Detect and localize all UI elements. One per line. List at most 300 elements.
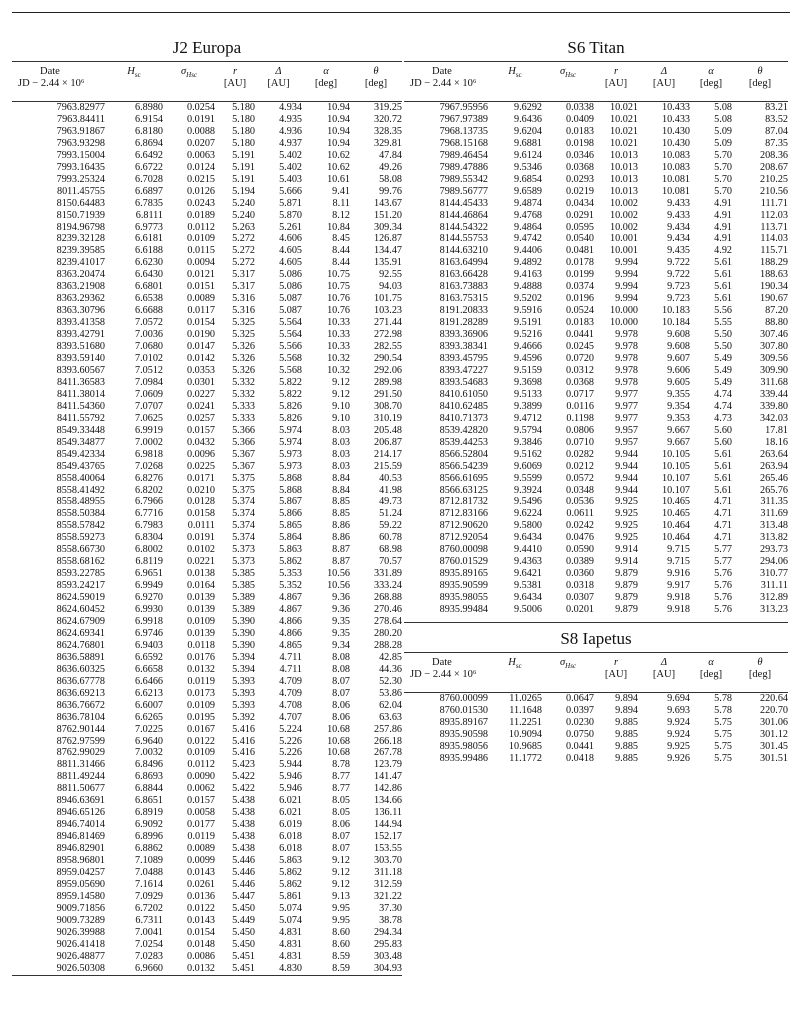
table-row (12, 353, 402, 365)
cell-sigma: 0.0138 (186, 568, 215, 580)
cell-alpha: 4.71 (714, 496, 732, 508)
col-date-header (12, 62, 105, 98)
cell-alpha: 10.84 (327, 221, 350, 233)
cell-r: 9.978 (615, 329, 638, 341)
cell-hsc: 6.9918 (134, 615, 163, 627)
cell-date: 8566.61695 (439, 472, 488, 484)
cell-theta: 143.67 (373, 197, 402, 209)
cell-hsc: 6.8496 (134, 759, 163, 771)
cell-sigma: 0.0109 (186, 699, 215, 711)
cell-r: 5.446 (232, 855, 255, 867)
header-row (404, 62, 788, 98)
cell-alpha: 5.70 (714, 185, 732, 197)
cell-theta: 220.70 (759, 704, 788, 716)
cell-delta: 4.707 (279, 711, 302, 723)
col-hsc-header (105, 62, 163, 98)
col-date-header (404, 62, 488, 98)
cell-delta: 5.863 (279, 855, 302, 867)
cell-r: 10.002 (609, 221, 638, 233)
cell-r: 9.885 (615, 740, 638, 752)
cell-r: 5.366 (232, 436, 255, 448)
cell-sigma: 0.0122 (186, 902, 215, 914)
cell-alpha: 10.62 (327, 149, 350, 161)
table-row (404, 281, 788, 293)
cell-hsc: 6.9930 (134, 604, 163, 616)
cell-sigma: 0.0318 (565, 580, 594, 592)
cell-sigma: 0.0434 (565, 197, 594, 209)
cell-theta: 205.48 (373, 424, 402, 436)
cell-hsc: 6.6722 (134, 161, 163, 173)
table-row (12, 508, 402, 520)
cell-theta: 263.64 (759, 448, 788, 460)
cell-r: 5.438 (232, 831, 255, 843)
cell-alpha: 10.94 (327, 137, 350, 149)
table-row (12, 317, 402, 329)
cell-delta: 5.261 (279, 221, 302, 233)
cell-date: 8163.64994 (439, 257, 488, 269)
cell-hsc: 6.9270 (134, 592, 163, 604)
cell-sigma: 0.0157 (186, 424, 215, 436)
cell-delta: 9.723 (667, 293, 690, 305)
cell-date: 8144.46864 (439, 209, 488, 221)
cell-delta: 9.715 (667, 556, 690, 568)
cell-r: 5.450 (232, 902, 255, 914)
cell-delta: 5.822 (279, 376, 302, 388)
col-r-header (594, 62, 638, 98)
cell-theta: 257.86 (373, 723, 402, 735)
cell-hsc: 9.5216 (513, 329, 542, 341)
table-row (12, 138, 402, 150)
cell-sigma: 0.0143 (186, 914, 215, 926)
cell-r: 5.450 (232, 926, 255, 938)
cell-alpha: 5.75 (714, 752, 732, 764)
cell-r: 5.326 (232, 353, 255, 365)
cell-theta: 320.72 (373, 113, 402, 125)
table-row (12, 855, 402, 867)
table-row (12, 401, 402, 413)
col-alpha-header-unit: [deg] (699, 669, 723, 680)
cell-r: 5.416 (232, 735, 255, 747)
cell-date: 9026.39988 (56, 926, 105, 938)
cell-delta: 9.353 (667, 412, 690, 424)
europa-table (12, 38, 402, 976)
cell-theta: 312.89 (759, 592, 788, 604)
cell-sigma: 0.0191 (186, 113, 215, 125)
cell-alpha: 8.44 (332, 257, 350, 269)
cell-date: 8946.82901 (56, 843, 105, 855)
cell-date: 8935.90599 (439, 580, 488, 592)
cell-hsc: 7.0225 (134, 723, 163, 735)
cell-delta: 4.865 (279, 639, 302, 651)
table-row (12, 425, 402, 437)
cell-theta: 309.90 (759, 364, 788, 376)
table-row (12, 245, 402, 257)
cell-delta: 4.831 (279, 938, 302, 950)
cell-r: 5.451 (232, 962, 255, 974)
cell-alpha: 10.61 (327, 173, 350, 185)
table-row (404, 198, 788, 210)
cell-theta: 68.98 (379, 544, 402, 556)
cell-theta: 188.63 (759, 269, 788, 281)
cell-r: 5.272 (232, 233, 255, 245)
cell-delta: 5.822 (279, 388, 302, 400)
table-row (12, 592, 402, 604)
table-row (12, 341, 402, 353)
cell-r: 5.325 (232, 329, 255, 341)
cell-alpha: 10.94 (327, 102, 350, 113)
cell-delta: 5.868 (279, 484, 302, 496)
cell-theta: 271.44 (373, 317, 402, 329)
cell-theta: 17.81 (765, 424, 788, 436)
cell-sigma: 0.0207 (186, 137, 215, 149)
jd-label: JD − 2.44 × 10⁶ (410, 78, 477, 89)
cell-delta: 5.666 (279, 185, 302, 197)
cell-delta: 5.568 (279, 353, 302, 365)
col-r-header-unit: [AU] (223, 78, 247, 89)
cell-delta: 9.434 (667, 233, 690, 245)
table-row (404, 473, 788, 485)
cell-delta: 4.605 (279, 257, 302, 269)
cell-alpha: 8.77 (332, 783, 350, 795)
cell-alpha: 5.61 (714, 448, 732, 460)
cell-delta: 5.226 (279, 747, 302, 759)
cell-date: 8393.60567 (56, 364, 105, 376)
cell-delta: 5.402 (279, 149, 302, 161)
cell-hsc: 10.9685 (508, 740, 542, 752)
cell-alpha: 9.10 (332, 400, 350, 412)
cell-hsc: 9.6292 (513, 102, 542, 113)
cell-r: 10.021 (609, 137, 638, 149)
cell-r: 5.316 (232, 293, 255, 305)
cell-hsc: 9.3698 (513, 376, 542, 388)
cell-delta: 10.083 (661, 149, 690, 161)
cell-r: 9.978 (615, 364, 638, 376)
cell-sigma: 0.0198 (565, 137, 594, 149)
cell-delta: 10.183 (661, 305, 690, 317)
table-row (12, 210, 402, 222)
cell-delta: 6.018 (279, 831, 302, 843)
cell-hsc: 7.0102 (134, 353, 163, 365)
table-row (12, 676, 402, 688)
cell-date: 8150.64483 (56, 197, 105, 209)
cell-theta: 329.81 (373, 137, 402, 149)
cell-hsc: 6.6230 (134, 257, 163, 269)
table-row (12, 783, 402, 795)
cell-delta: 5.867 (279, 496, 302, 508)
cell-date: 8935.90598 (439, 728, 488, 740)
cell-delta: 9.722 (667, 269, 690, 281)
cell-hsc: 6.8180 (134, 125, 163, 137)
cell-sigma: 0.0199 (565, 269, 594, 281)
col-alpha-header-symbol: α (708, 657, 714, 668)
cell-theta: 152.17 (373, 831, 402, 843)
cell-sigma: 0.0121 (186, 269, 215, 281)
cell-sigma: 0.0136 (186, 890, 215, 902)
cell-alpha: 8.03 (332, 424, 350, 436)
cell-delta: 5.973 (279, 460, 302, 472)
table-top-rule (12, 12, 790, 13)
cell-delta: 9.434 (667, 221, 690, 233)
cell-hsc: 6.8119 (135, 556, 163, 568)
cell-theta: 288.28 (373, 639, 402, 651)
cell-sigma: 0.0254 (186, 102, 215, 113)
cell-theta: 301.12 (759, 728, 788, 740)
cell-sigma: 0.0348 (565, 484, 594, 496)
col-r-header-unit: [AU] (604, 78, 628, 89)
cell-theta: 58.08 (379, 173, 402, 185)
cell-hsc: 9.4363 (513, 556, 542, 568)
cell-r: 5.317 (232, 269, 255, 281)
cell-delta: 5.086 (279, 269, 302, 281)
cell-sigma: 0.0476 (565, 532, 594, 544)
cell-alpha: 9.12 (332, 855, 350, 867)
cell-theta: 272.98 (373, 329, 402, 341)
cell-r: 5.392 (232, 711, 255, 723)
table-row (12, 771, 402, 783)
europa-title: J2 Europa (172, 38, 242, 57)
cell-hsc: 6.6265 (134, 711, 163, 723)
cell-delta: 5.865 (279, 520, 302, 532)
table-row (12, 532, 402, 544)
cell-r: 10.013 (609, 185, 638, 197)
cell-alpha: 8.84 (332, 472, 350, 484)
cell-delta: 5.074 (279, 914, 302, 926)
cell-r: 9.925 (615, 520, 638, 532)
table-row (404, 233, 788, 245)
cell-sigma: 0.0196 (565, 293, 594, 305)
cell-theta: 310.77 (759, 568, 788, 580)
cell-hsc: 9.3924 (513, 484, 542, 496)
cell-date: 8558.66730 (56, 544, 105, 556)
table-row (12, 951, 402, 963)
cell-date: 7963.84411 (56, 113, 105, 125)
cell-alpha: 9.10 (332, 412, 350, 424)
cell-date: 8624.69341 (56, 627, 105, 639)
cell-date: 8946.74014 (56, 819, 105, 831)
cell-alpha: 5.61 (714, 472, 732, 484)
cell-r: 5.423 (232, 759, 255, 771)
cell-alpha: 8.07 (332, 831, 350, 843)
cell-date: 8811.49244 (56, 771, 105, 783)
table-row (12, 688, 402, 700)
cell-date: 8393.54683 (439, 376, 488, 388)
cell-delta: 9.355 (667, 388, 690, 400)
cell-theta: 215.59 (373, 460, 402, 472)
cell-date: 8935.98056 (439, 740, 488, 752)
table-row (404, 174, 788, 186)
table-row (404, 717, 788, 729)
cell-delta: 5.974 (279, 424, 302, 436)
cell-hsc: 9.6434 (513, 532, 542, 544)
cell-r: 5.422 (232, 771, 255, 783)
table-row (12, 269, 402, 281)
cell-r: 5.390 (232, 627, 255, 639)
cell-hsc: 6.7835 (134, 197, 163, 209)
cell-alpha: 4.92 (714, 245, 732, 257)
cell-sigma: 0.0116 (566, 400, 594, 412)
cell-date: 8636.69213 (56, 687, 105, 699)
cell-theta: 115.71 (760, 245, 788, 257)
cell-r: 5.366 (232, 424, 255, 436)
cell-date: 8636.76672 (56, 699, 105, 711)
cell-alpha: 5.70 (714, 161, 732, 173)
cell-hsc: 7.0041 (134, 926, 163, 938)
cell-delta: 6.019 (279, 819, 302, 831)
cell-sigma: 0.0102 (186, 544, 215, 556)
cell-r: 10.000 (609, 305, 638, 317)
cell-r: 9.944 (615, 484, 638, 496)
cell-theta: 311.69 (760, 508, 788, 520)
cell-delta: 9.924 (667, 716, 690, 728)
cell-hsc: 9.5202 (513, 293, 542, 305)
table-row (12, 712, 402, 724)
cell-delta: 5.973 (279, 448, 302, 460)
cell-alpha: 5.49 (714, 353, 732, 365)
cell-r: 5.389 (232, 592, 255, 604)
col-delta-header-symbol: Δ (660, 66, 668, 77)
table-row (12, 867, 402, 879)
cell-theta: 101.75 (373, 293, 402, 305)
col-theta-header-unit: [deg] (748, 78, 772, 89)
cell-r: 9.978 (615, 376, 638, 388)
table-row (12, 233, 402, 245)
cell-date: 8144.63210 (439, 245, 488, 257)
cell-hsc: 6.8651 (134, 795, 163, 807)
cell-sigma: 0.0346 (565, 149, 594, 161)
hsc-subscript: sc (515, 662, 522, 671)
cell-sigma: 0.0647 (565, 693, 594, 704)
cell-hsc: 7.0488 (134, 867, 163, 878)
cell-date: 8239.39585 (56, 245, 105, 257)
cell-theta: 263.94 (759, 460, 788, 472)
cell-hsc: 6.7311 (135, 914, 163, 926)
cell-date: 7967.95956 (439, 102, 488, 113)
cell-delta: 5.862 (279, 878, 302, 890)
cell-hsc: 6.9773 (134, 221, 163, 233)
cell-alpha: 10.75 (327, 281, 350, 293)
cell-theta: 210.56 (759, 185, 788, 197)
cell-theta: 265.46 (759, 472, 788, 484)
cell-alpha: 9.12 (332, 388, 350, 400)
table-row (404, 365, 788, 377)
table-row (12, 831, 402, 843)
cell-date: 8935.89165 (439, 568, 488, 580)
cell-theta: 99.76 (379, 185, 402, 197)
cell-date: 8194.96798 (56, 221, 105, 233)
cell-date: 8011.45755 (56, 185, 105, 197)
cell-r: 5.438 (232, 807, 255, 819)
cell-delta: 4.935 (279, 113, 302, 125)
table-row (404, 556, 788, 568)
cell-theta: 321.22 (373, 890, 402, 902)
cell-sigma: 0.0089 (186, 843, 215, 855)
cell-alpha: 5.50 (714, 341, 732, 353)
cell-r: 5.390 (232, 615, 255, 627)
cell-alpha: 9.35 (332, 615, 350, 627)
cell-date: 8558.41492 (56, 484, 105, 496)
cell-date: 8393.51680 (56, 341, 105, 353)
cell-delta: 5.870 (279, 209, 302, 221)
cell-sigma: 0.0117 (187, 305, 215, 317)
cell-alpha: 4.91 (714, 221, 732, 233)
table-row (404, 222, 788, 234)
col-theta-header-symbol: θ (757, 657, 763, 668)
cell-delta: 10.430 (661, 125, 690, 137)
table-row (404, 753, 788, 765)
cell-delta: 4.830 (279, 962, 302, 974)
cell-alpha: 8.12 (332, 209, 350, 221)
cell-sigma: 0.0191 (186, 532, 215, 544)
cell-sigma: 0.0806 (565, 424, 594, 436)
cell-theta: 294.34 (373, 926, 402, 938)
cell-r: 5.374 (232, 532, 255, 544)
cell-alpha: 10.68 (327, 747, 350, 759)
cell-sigma: 0.0195 (186, 711, 215, 723)
cell-sigma: 0.0132 (186, 663, 215, 675)
col-delta-header-unit: [AU] (652, 669, 676, 680)
cell-hsc: 10.9094 (508, 728, 542, 740)
cell-theta: 123.79 (373, 759, 402, 771)
cell-theta: 311.35 (760, 496, 788, 508)
cell-theta: 135.91 (373, 257, 402, 269)
cell-theta: 63.63 (379, 711, 402, 723)
hsc-subscript: sc (134, 71, 141, 80)
cell-sigma: 0.0151 (186, 281, 215, 293)
cell-sigma: 0.0595 (565, 221, 594, 233)
cell-date: 8712.90620 (439, 520, 488, 532)
cell-date: 8558.40064 (56, 472, 105, 484)
cell-hsc: 6.6658 (134, 663, 163, 675)
table-row (12, 604, 402, 616)
cell-alpha: 8.06 (332, 699, 350, 711)
cell-theta: 112.03 (760, 209, 788, 221)
cell-sigma: 0.0090 (186, 771, 215, 783)
cell-date: 7989.56777 (439, 185, 488, 197)
cell-date: 8636.78104 (56, 711, 105, 723)
cell-r: 5.375 (232, 472, 255, 484)
cell-delta: 4.709 (279, 687, 302, 699)
col-delta-header-symbol: Δ (275, 66, 282, 77)
cell-r: 5.394 (232, 651, 255, 663)
table-row (404, 401, 788, 413)
cell-r: 9.977 (615, 388, 638, 400)
cell-delta: 9.918 (667, 604, 690, 616)
cell-hsc: 6.7966 (134, 496, 163, 508)
cell-hsc: 6.8844 (134, 783, 163, 795)
cell-date: 8549.34877 (56, 436, 105, 448)
cell-date: 8539.44253 (439, 436, 488, 448)
cell-sigma: 0.0257 (186, 412, 215, 424)
cell-r: 5.367 (232, 448, 255, 460)
table-row (12, 819, 402, 831)
cell-sigma: 0.0230 (565, 716, 594, 728)
cell-date: 8393.42791 (56, 329, 105, 341)
cell-alpha: 10.33 (327, 341, 350, 353)
cell-delta: 9.667 (667, 436, 690, 448)
cell-theta: 41.98 (379, 484, 402, 496)
cell-theta: 206.87 (373, 436, 402, 448)
cell-date: 8811.50677 (56, 783, 105, 795)
cell-date: 8539.42820 (439, 424, 488, 436)
cell-r: 5.325 (232, 317, 255, 329)
cell-theta: 51.24 (379, 508, 402, 520)
table-row (404, 186, 788, 198)
table-row (12, 102, 402, 114)
cell-sigma: 0.0128 (186, 496, 215, 508)
cell-sigma: 0.0158 (186, 508, 215, 520)
table-row (12, 843, 402, 855)
cell-theta: 339.80 (759, 400, 788, 412)
